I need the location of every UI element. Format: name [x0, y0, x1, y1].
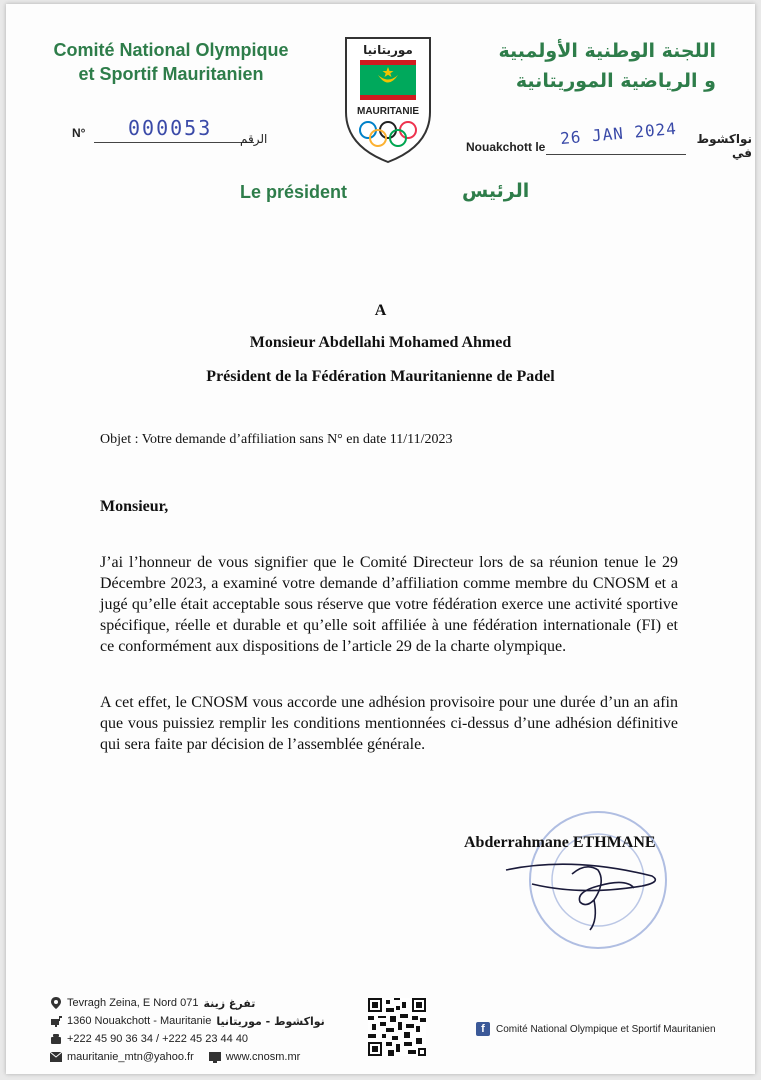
- facebook-link[interactable]: [476, 1022, 716, 1036]
- footer-phone: [50, 1030, 360, 1048]
- number-label: N°: [72, 126, 86, 140]
- location-pin-icon: [50, 997, 62, 1009]
- footer-postal: [50, 1012, 360, 1030]
- mauritania-flag-icon: [360, 60, 416, 100]
- footer-address: [50, 994, 360, 1012]
- globe-icon: [209, 1051, 221, 1063]
- to-label: A: [374, 302, 387, 319]
- address-fr: Tevragh Zeina, E Nord 071: [67, 997, 199, 1009]
- body-paragraph-2: A cet effet, le CNOSM vous accorde une adhésion provisoire pour une durée d’un an afin que vous puissiez remplir les conditions mentionnées ci-dessus d’une adhésion définitive qui sera faite par décision de l’assemblée générale.: [100, 694, 678, 753]
- org-name-ar: [476, 36, 716, 96]
- facebook-icon: f: [476, 1022, 490, 1036]
- org-name-ar-line2: و الرياضية الموريتانية: [515, 70, 716, 92]
- phone-icon: [50, 1033, 62, 1045]
- body-paragraph-1: J’ai l’honneur de vous signifier que le Comité Directeur lors de sa réunion tenue le 29 Décembre 2023, a examiné votre demande d’affiliation comme membre du CNOSM et a jugé qu’elle était acceptable sous réserve que votre fédération exerce une activité sportive spécifique, réelle et durable et qu’elle soit affiliée à une fédération internationale (FI) et ce conformément aux dispositions de l’article 29 de la charte olympique.: [100, 554, 678, 655]
- signature-icon: [506, 864, 655, 930]
- salutation: Monsieur,: [100, 498, 169, 515]
- facebook-page-name: Comité National Olympique et Sportif Mauritanien: [496, 1023, 716, 1035]
- email-icon: [50, 1051, 62, 1063]
- postal-fr: 1360 Nouakchott - Mauritanie: [67, 1015, 212, 1027]
- place-label: Nouakchott le: [466, 140, 546, 154]
- logo-fr-text: MAURITANIE: [356, 106, 420, 117]
- qr-code-icon: [368, 998, 426, 1056]
- website: www.cnosm.mr: [225, 1051, 301, 1063]
- number-value: 000053: [128, 116, 213, 140]
- postal-ar: نواكشوط - موريتانيا: [216, 1014, 325, 1028]
- email-address: mauritanie_mtn@yahoo.fr: [67, 1051, 194, 1063]
- mailbox-icon: [50, 1015, 62, 1027]
- signer-name: Abderrahmane ETHMANE: [464, 834, 656, 851]
- number-label-ar: الرقم: [240, 132, 268, 146]
- logo-ar-text: موريتانيا: [363, 43, 413, 57]
- recipient-title: Président de la Fédération Mauritanienne de Padel: [206, 368, 555, 385]
- reference-number: [72, 116, 272, 146]
- org-name-fr-line1: Comité National Olympique: [53, 40, 289, 60]
- org-name-fr-line2: et Sportif Mauritanien: [78, 64, 264, 84]
- number-underline: [94, 142, 254, 143]
- footer-web: [50, 1048, 360, 1066]
- cnosm-logo: [340, 34, 436, 166]
- place-label-ar: نواكشوط في: [696, 132, 752, 160]
- address-ar: تفرغ زينة: [203, 996, 256, 1010]
- president-title-ar: الرئيس: [462, 180, 530, 202]
- date-line: [462, 118, 752, 160]
- org-name-ar-line1: اللجنة الوطنية الأولمبية: [498, 40, 716, 62]
- phone-numbers: +222 45 90 36 34 / +222 45 23 44 40: [67, 1033, 249, 1045]
- subject-line: Objet : Votre demande d’affiliation sans N° en date 11/11/2023: [100, 432, 453, 447]
- stamp-icon: [502, 804, 682, 954]
- letter-page: [6, 4, 755, 1074]
- date-stamp: 26 JAN 2024: [559, 118, 678, 149]
- footer-contact: [50, 994, 360, 1066]
- president-title-fr: Le président: [240, 182, 348, 202]
- org-name-fr: [36, 38, 306, 86]
- recipient-name: Monsieur Abdellahi Mohamed Ahmed: [249, 334, 512, 351]
- date-underline: [546, 154, 686, 155]
